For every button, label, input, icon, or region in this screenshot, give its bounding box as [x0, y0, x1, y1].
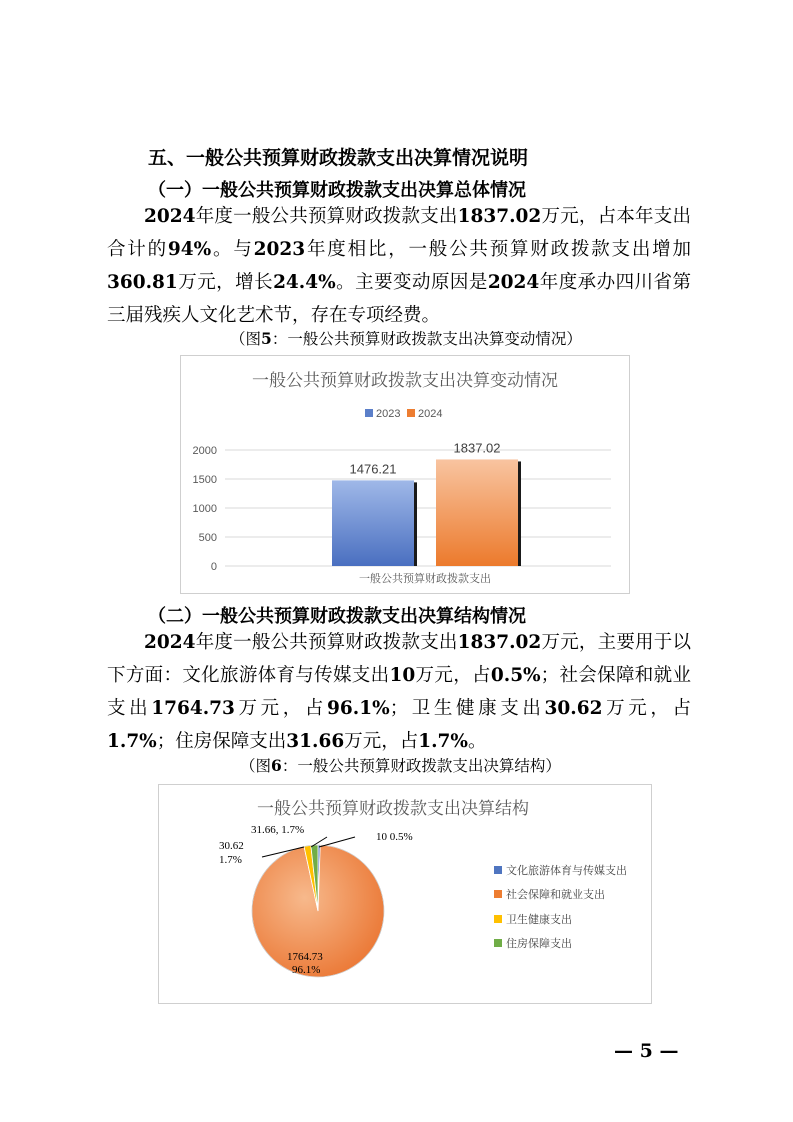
y-tick-label: 1500 [192, 474, 217, 486]
pie-chart-panel [158, 784, 652, 1004]
page-number: — 5 — [614, 1040, 679, 1062]
subsection-title-2: （二）一般公共预算财政拨款支出决算结构情况 [148, 606, 526, 627]
legend-2023-swatch [365, 409, 373, 417]
p2-culture-amount: 10 [389, 665, 416, 686]
paragraph-overall [107, 200, 691, 332]
bar-value-label: 1476.21 [349, 461, 397, 477]
p1-year: 2024 [487, 272, 540, 293]
p2-text: ；卫生健康支出 [389, 698, 545, 719]
legend-swatch-social [494, 890, 502, 898]
p1-year: 2024 [144, 206, 196, 227]
p2-text: 万元，占 [234, 698, 328, 719]
p1-amount: 1837.02 [457, 206, 542, 227]
p2-health-pct: 1.7% [107, 731, 157, 752]
pie-label-culture: 10 0.5% [376, 831, 413, 843]
p1-text: 年度一般公共预算财政拨款支出 [195, 206, 458, 227]
p2-housing-pct: 1.7% [418, 731, 468, 752]
p1-growth: 24.4% [273, 272, 336, 293]
p1-text: 年度相比，一般公共预算财政拨款支出增加 [305, 239, 691, 260]
p1-text: 年度承办四川省第三届残疾人文化艺术节，存在专项经费。 [107, 272, 691, 326]
p1-increase: 360.81 [107, 272, 178, 293]
x-axis-category-label: 一般公共预算财政拨款支出 [359, 573, 491, 585]
p2-total: 1837.02 [457, 632, 542, 653]
p2-culture-pct: 0.5% [490, 665, 541, 686]
caption-prefix: （图 [230, 330, 262, 348]
pie-label-social-pct: 96.1% [292, 964, 321, 976]
caption-number: 6 [271, 756, 282, 775]
legend-label-social: 社会保障和就业支出 [506, 889, 605, 901]
bar-grid [225, 450, 611, 566]
legend-2023-label: 2023 [376, 408, 401, 420]
p2-text: ；社会保障和就业支出 [107, 665, 691, 719]
bar-series [332, 440, 521, 566]
caption-prefix: （图 [240, 757, 272, 775]
paragraph-structure [107, 626, 691, 758]
p2-housing-amount: 31.66 [286, 731, 345, 752]
bar-chart-title: 一般公共预算财政拨款支出决算变动情况 [252, 371, 558, 390]
p1-prev-year: 2023 [253, 239, 306, 260]
p2-text: 万元，占 [344, 731, 419, 752]
pie-label-health-pct: 1.7% [219, 854, 242, 866]
legend-swatch-health [494, 915, 502, 923]
pie-label-housing: 31.66, 1.7% [251, 824, 305, 836]
pie-chart [159, 785, 651, 1003]
p2-text: 万元，占 [602, 698, 691, 719]
caption-number: 5 [261, 329, 272, 348]
figure-6-caption [240, 754, 561, 776]
y-tick-label: 500 [198, 532, 217, 544]
bar-2023 [332, 480, 414, 566]
pie-chart-title: 一般公共预算财政拨款支出决算结构 [257, 799, 529, 818]
caption-text: ：一般公共预算财政拨款支出决算结构） [281, 757, 561, 775]
pie-label-social-value: 1764.73 [287, 951, 323, 963]
subsection-title-1: （一）一般公共预算财政拨款支出决算总体情况 [148, 180, 526, 201]
bar-chart [181, 356, 629, 593]
bar-value-label: 1837.02 [453, 440, 501, 456]
bar-chart-panel [180, 355, 630, 594]
p2-health-amount: 30.62 [544, 698, 603, 719]
section-title: 五、一般公共预算财政拨款支出决算情况说明 [148, 147, 529, 169]
p2-text: ；住房保障支出 [156, 731, 287, 752]
legend-swatch-housing [494, 939, 502, 947]
p2-text: 年度一般公共预算财政拨款支出 [195, 632, 458, 653]
p2-text: 。 [468, 731, 487, 752]
p2-social-pct: 96.1% [327, 698, 390, 719]
p2-year: 2024 [144, 632, 196, 653]
p1-text: 万元，占本年支出合计的 [107, 206, 691, 260]
legend-2024-label: 2024 [418, 408, 443, 420]
p2-social-amount: 1764.73 [151, 698, 235, 719]
pie-label-health-value: 30.62 [219, 840, 244, 852]
legend-2024-swatch [407, 409, 415, 417]
figure-5-caption [230, 327, 582, 349]
p1-text: 。与 [211, 239, 254, 260]
legend-swatch-culture [494, 866, 502, 874]
legend-label-culture: 文化旅游体育与传媒支出 [506, 865, 627, 877]
p1-text: 万元，增长 [177, 272, 274, 293]
y-axis-ticks [193, 445, 217, 573]
y-tick-label: 0 [210, 561, 217, 573]
p2-text: 万元，主要用于以下方面：文化旅游体育与传媒支出 [107, 632, 691, 686]
legend-label-housing: 住房保障支出 [506, 938, 572, 950]
y-tick-label: 1000 [192, 503, 217, 515]
p1-ratio: 94% [167, 239, 212, 260]
p1-text: 。主要变动原因是 [335, 272, 488, 293]
caption-text: ：一般公共预算财政拨款支出决算变动情况） [271, 330, 582, 348]
y-tick-label: 2000 [192, 445, 217, 457]
bar-2024 [436, 459, 518, 566]
legend-label-health: 卫生健康支出 [506, 914, 572, 926]
p2-text: 万元，占 [415, 665, 491, 686]
